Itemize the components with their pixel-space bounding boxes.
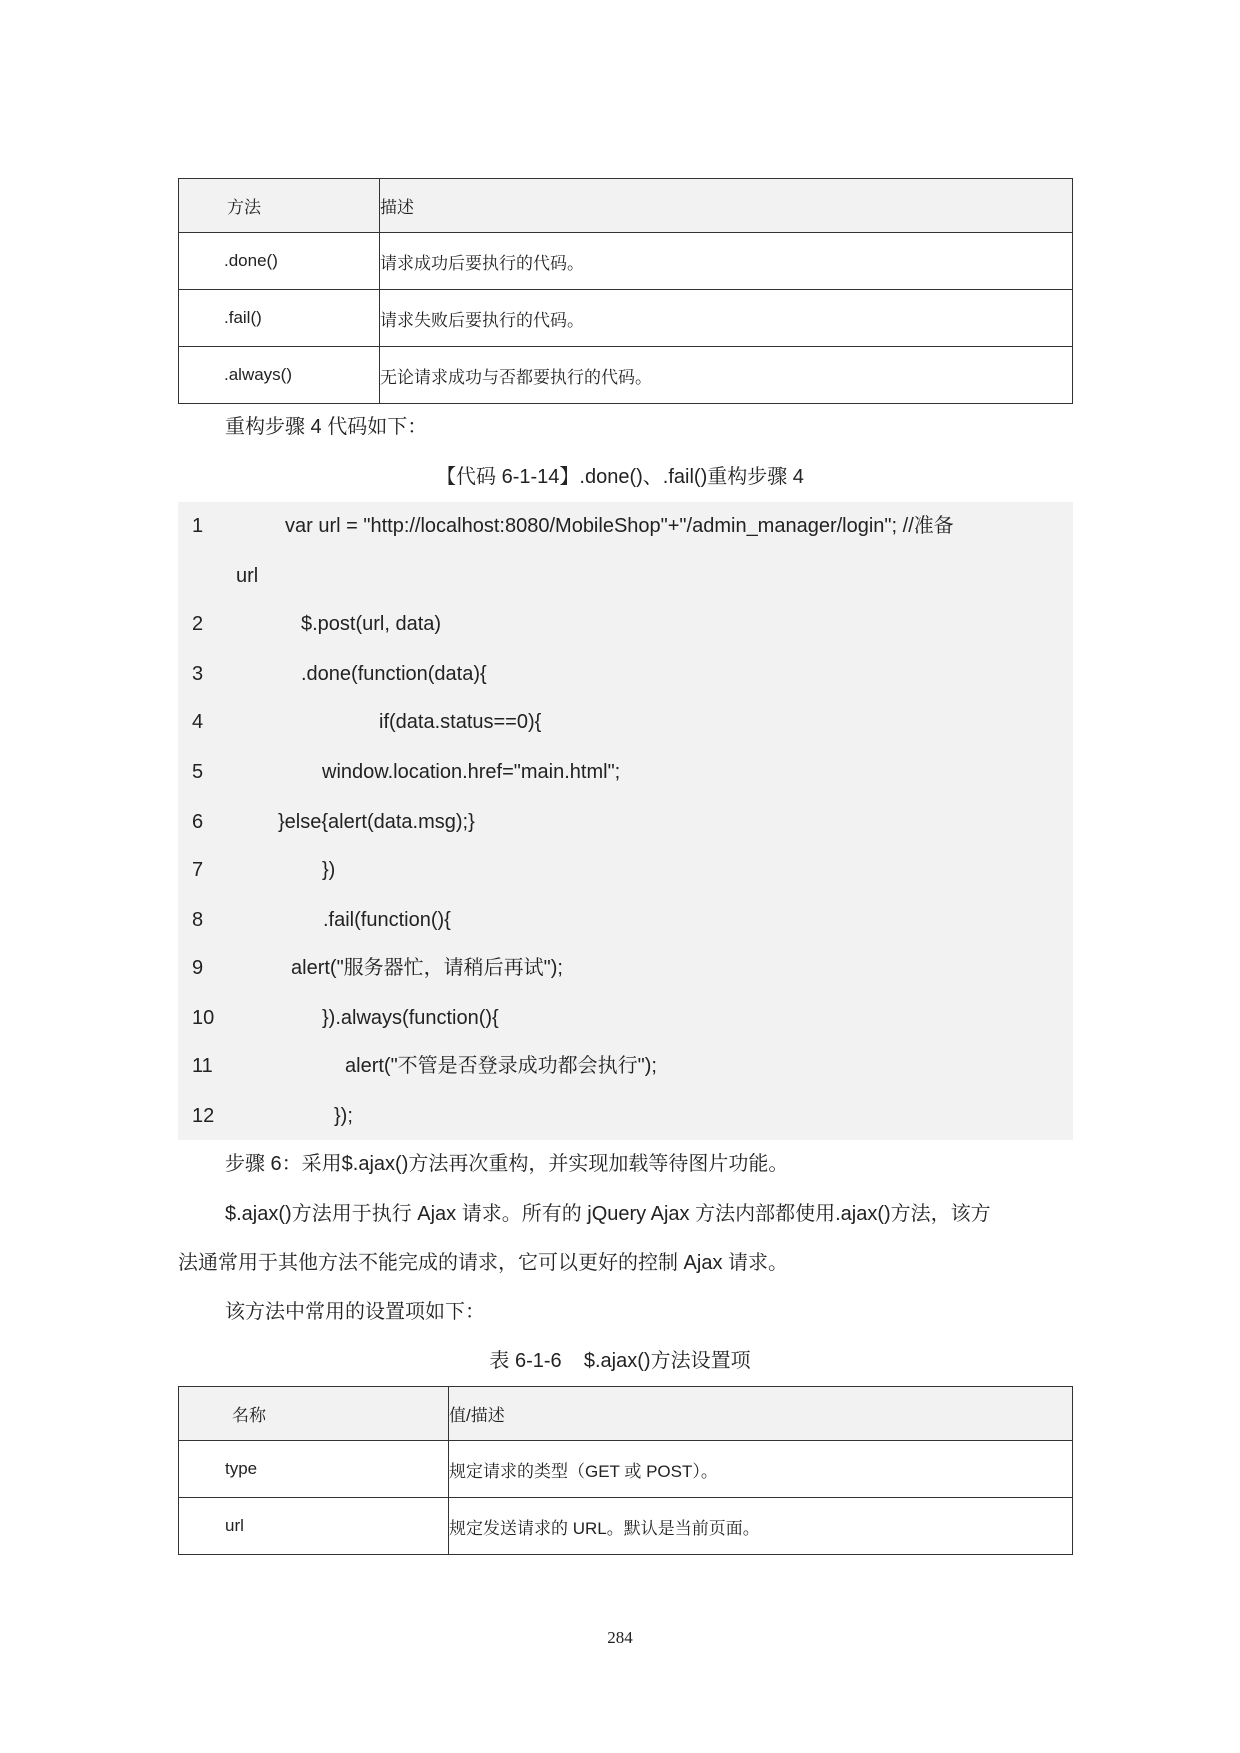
line-number: 12 (192, 1105, 215, 1127)
line-number: 6 (192, 811, 204, 833)
settings-intro: 该方法中常用的设置项如下： (225, 1301, 485, 1323)
table-header-row (179, 1387, 1073, 1441)
description-cell: 无论请求成功与否都要执行的代码。 (380, 347, 1073, 404)
ajax-settings-table (178, 1386, 1073, 1555)
table-row (179, 347, 1073, 404)
table2-caption: 表 6-1-6 $.ajax()方法设置项 (489, 1350, 751, 1372)
name-cell: url (179, 1498, 449, 1555)
line-number: 7 (192, 859, 204, 881)
header-cell: 方法 (179, 179, 380, 233)
code-line: }) (322, 859, 336, 881)
code-line: if(data.status==0){ (379, 711, 542, 733)
description-cell: 规定发送请求的 URL。默认是当前页面。 (449, 1498, 1073, 1555)
code-line: .done(function(data){ (301, 663, 487, 685)
line-number: 5 (192, 761, 204, 783)
intro-text: 重构步骤 4 代码如下： (225, 416, 428, 438)
code-caption: 【代码 6-1-14】.done()、.fail()重构步骤 4 (436, 466, 804, 488)
code-line: }).always(function(){ (322, 1007, 499, 1029)
ajax-paragraph-line1: $.ajax()方法用于执行 Ajax 请求。所有的 jQuery Ajax 方法内部都使用.ajax()方法，该方 (225, 1203, 991, 1225)
code-line: }); (334, 1105, 353, 1127)
description-cell: 请求成功后要执行的代码。 (380, 233, 1073, 290)
line-number: 4 (192, 711, 204, 733)
methods-table (178, 178, 1073, 404)
line-number: 1 (192, 515, 204, 537)
page-number: 284 (607, 1628, 633, 1647)
code-line: .fail(function(){ (323, 909, 451, 931)
line-number: 10 (192, 1007, 215, 1029)
line-number: 8 (192, 909, 204, 931)
table-row (179, 1441, 1073, 1498)
header-cell: 值/描述 (449, 1387, 1073, 1441)
method-cell: .done() (179, 233, 380, 290)
table-row (179, 1498, 1073, 1555)
line-number: 11 (192, 1055, 213, 1077)
table-header-row (179, 179, 1073, 233)
code-line: }else{alert(data.msg);} (278, 811, 475, 833)
header-cell: 描述 (380, 179, 1073, 233)
method-cell: .fail() (179, 290, 380, 347)
line-number: 3 (192, 663, 204, 685)
code-line: window.location.href="main.html"; (322, 761, 621, 783)
code-line: var url = "http://localhost:8080/MobileShop"+"/admin_manager/login"; //准备 (285, 515, 954, 537)
table-row (179, 233, 1073, 290)
step6-text: 步骤 6：采用$.ajax()方法再次重构，并实现加载等待图片功能。 (225, 1153, 789, 1175)
code-line: url (236, 565, 259, 587)
code-line: alert("不管是否登录成功都会执行"); (345, 1055, 657, 1077)
description-cell: 请求失败后要执行的代码。 (380, 290, 1073, 347)
table-row (179, 290, 1073, 347)
code-line: $.post(url, data) (301, 613, 442, 635)
method-cell: .always() (179, 347, 380, 404)
name-cell: type (179, 1441, 449, 1498)
ajax-paragraph-line2: 法通常用于其他方法不能完成的请求，它可以更好的控制 Ajax 请求。 (178, 1252, 789, 1274)
header-cell: 名称 (179, 1387, 449, 1441)
description-cell: 规定请求的类型（GET 或 POST）。 (449, 1441, 1073, 1498)
line-number: 2 (192, 613, 204, 635)
code-line: alert("服务器忙，请稍后再试"); (291, 957, 563, 979)
line-number: 9 (192, 957, 204, 979)
